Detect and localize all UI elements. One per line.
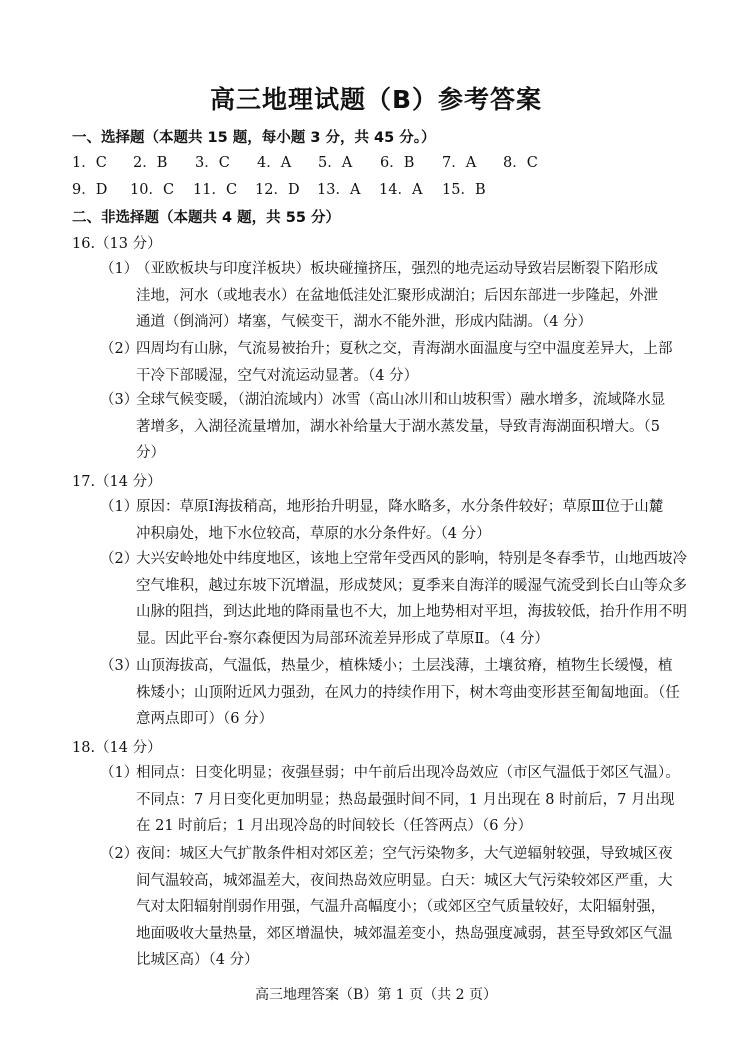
- answer-item: 9．D: [72, 182, 108, 198]
- answer-line: 空气堆积，越过东坡下沉增温，形成焚风；夏季来自海洋的暖湿气流受到长白山等众多: [136, 577, 687, 594]
- page-title: 高三地理试题（B）参考答案: [209, 85, 543, 114]
- q16-part-2: [100, 336, 673, 389]
- page-footer: 高三地理答案（B）第 1 页（共 2 页）: [255, 987, 497, 1003]
- answer-line: 全球气候变暖，（湖泊流域内）冰雪（高山冰川和山坡积雪）融水增多，流域降水显: [136, 392, 666, 408]
- answer-item: 8．C: [503, 155, 538, 171]
- answer-item: 13．A: [317, 182, 361, 198]
- answer-line: 原因：草原Ⅰ海拔稍高，地形抬升明显，降水略多，水分条件较好；草原Ⅲ位于山麓: [136, 499, 664, 515]
- answer-line: 在 21 时前后；1 月出现冷岛的时间较长（任答两点）（6 分）: [136, 818, 533, 835]
- q17-part-3: [100, 653, 680, 733]
- answer-line: 山脉的阻挡，到达此地的降雨量也不大，加上地势相对平坦，海拔较低，抬升作用不明: [136, 604, 687, 621]
- q18-part-2: [100, 841, 673, 974]
- answer-item: 14．A: [379, 182, 423, 198]
- part-number: （1）: [100, 499, 139, 515]
- answer-item: 3．C: [195, 155, 230, 171]
- answer-item: 11．C: [193, 182, 238, 198]
- answer-line: 山顶海拔高，气温低，热量少，植株矮小；土层浅薄，土壤贫瘠，植物生长缓慢，植: [136, 658, 673, 674]
- answer-row-2: [72, 178, 492, 199]
- part-number: （2）: [100, 341, 139, 357]
- answer-line: 相同点：日变化明显；夜强昼弱；中午前后出现冷岛效应（市区气温低于郊区气温）。: [136, 765, 680, 781]
- answer-line: 干冷下部暖湿，空气对流运动显著。（4 分）: [136, 367, 419, 384]
- answer-line: 四周均有山脉，气流易被抬升；夏秋之交，青海湖水面温度与空中温度差异大，上部: [136, 341, 673, 357]
- answer-item: 4．A: [257, 155, 292, 171]
- part-number: （2）: [100, 846, 139, 862]
- answer-line: 间气温较高，城郊温差大，夜间热岛效应明显。白天：城区大气污染较郊区严重，大: [136, 872, 673, 889]
- answer-item: 7．A: [442, 155, 477, 171]
- answer-item: 15．B: [442, 182, 486, 198]
- part-number: （3）: [100, 658, 139, 674]
- answer-item: 6．B: [380, 155, 415, 171]
- answer-line: 气对太阳辐射削弱作用强，气温升高幅度小；（或郊区空气质量较好，太阳辐射强，: [136, 899, 666, 916]
- answer-line: 显。因此平台-察尔森便因为局部环流差异形成了草原Ⅱ。（4 分）: [136, 630, 549, 647]
- question-16-heading: 16.（13 分）: [72, 236, 162, 252]
- section-2-heading: 二、非选择题（本题共 4 题，共 55 分）: [72, 210, 340, 226]
- answer-item: 10．C: [130, 182, 175, 198]
- q16-part-3: [100, 387, 666, 467]
- question-18-heading: 18.（14 分）: [72, 740, 162, 756]
- part-number: （1）: [100, 261, 139, 277]
- answer-row-1: [72, 151, 553, 172]
- answer-line: 冲积扇处，地下水位较高，草原的水分条件好。（4 分）: [136, 525, 491, 542]
- answer-line: 洼地，河水（或地表水）在盆地低洼处汇聚形成湖泊；后因东部进一步隆起，外泄: [136, 287, 658, 304]
- answer-line: 地面吸收大量热量，郊区增温快，城郊温差变小，热岛强度减弱，甚至导致郊区气温: [136, 925, 673, 942]
- section-1-heading: 一、选择题（本题共 15 题，每小题 3 分，共 45 分。）: [72, 130, 436, 146]
- answer-item: 1．C: [72, 155, 107, 171]
- answer-line: 夜间：城区大气扩散条件相对郊区差；空气污染物多，大气逆辐射较强，导致城区夜: [136, 846, 673, 862]
- q17-part-2: [100, 546, 687, 652]
- q17-part-1: [100, 494, 664, 547]
- answer-line: 不同点：7 月日变化更加明显；热岛最强时间不同，1 月出现在 8 时前后，7 月出现: [136, 791, 675, 808]
- answer-line: 通道（倒淌河）堵塞，气候变干，湖水不能外泄，形成内陆湖。（4 分）: [136, 314, 593, 331]
- answer-line: 比城区高）（4 分）: [136, 952, 259, 969]
- answer-line: 分）: [136, 445, 165, 462]
- answer-line: （亚欧板块与印度洋板块）板块碰撞挤压，强烈的地壳运动导致岩层断裂下陷形成: [136, 261, 658, 277]
- part-number: （1）: [100, 765, 139, 781]
- q18-part-1: [100, 760, 680, 840]
- part-number: （2）: [100, 551, 139, 567]
- answer-line: 著增多，入湖径流量增加，湖水补给量大于湖水蒸发量，导致青海湖面积增大。（5: [136, 418, 660, 435]
- answer-item: 2．B: [133, 155, 168, 171]
- answer-item: 12．D: [255, 182, 300, 198]
- answer-line: 意两点即可）（6 分）: [136, 711, 274, 728]
- answer-item: 5．A: [318, 155, 353, 171]
- part-number: （3）: [100, 392, 139, 408]
- answer-line: 大兴安岭地处中纬度地区，该地上空常年受西风的影响，特别是冬春季节，山地西坡冷: [136, 551, 687, 567]
- question-17-heading: 17.（14 分）: [72, 474, 162, 490]
- q16-part-1: [100, 256, 658, 336]
- answer-line: 株矮小；山顶附近风力强劲，在风力的持续作用下，树木弯曲变形甚至匍匐地面。（任: [136, 684, 680, 701]
